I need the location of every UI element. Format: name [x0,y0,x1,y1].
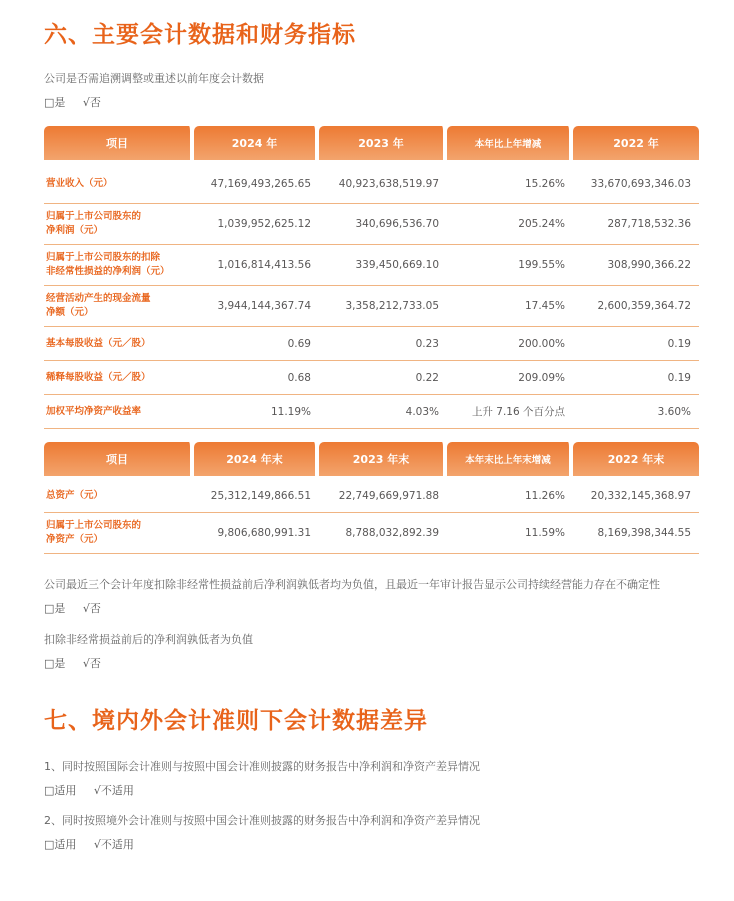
balance-sheet-table [44,442,699,554]
negative-profit-question: 扣除非经常损益前后的净利润孰低者为负值 [44,633,253,646]
table-row [44,480,699,513]
foreign-gaap-diff-options [44,836,148,852]
row-label: 归属于上市公司股东的 净利润（元） [44,204,194,245]
cell-2022: 0.19 [573,361,699,395]
row-label: 归属于上市公司股东的 净资产（元） [44,513,194,554]
cell-2023: 0.23 [319,327,447,361]
cell-2022: 3.60% [573,395,699,429]
header-2023-end: 2023 年末 [319,442,447,480]
row-label: 基本每股收益（元／股） [44,327,194,361]
cell-2024: 0.69 [194,327,319,361]
row-label: 经营活动产生的现金流量 净额（元） [44,286,194,327]
cell-2023: 340,696,536.70 [319,204,447,245]
cell-2022: 8,169,398,344.55 [573,513,699,554]
cell-2024: 1,016,814,413.56 [194,245,319,286]
section-7-title [44,702,428,735]
table-row [44,286,699,327]
cell-2023: 8,788,032,892.39 [319,513,447,554]
foreign-gaap-diff-question: 2、同时按照境外会计准则与按照中国会计准则披露的财务报告中净利润和净资产差异情况 [44,814,480,827]
retro-adjust-question: 公司是否需追溯调整或重述以前年度会计数据 [44,72,264,85]
header-change: 本年末比上年末增减 [447,442,573,480]
row-label: 营业收入（元） [44,164,194,204]
cell-change: 15.26% [447,164,573,204]
table-row [44,361,699,395]
cell-change: 199.55% [447,245,573,286]
row-label: 归属于上市公司股东的扣除 非经常性损益的净利润（元） [44,245,194,286]
cell-2024: 1,039,952,625.12 [194,204,319,245]
cell-change: 200.00% [447,327,573,361]
negative-profit-options [44,655,115,671]
ifrs-diff-question: 1、同时按照国际会计准则与按照中国会计准则披露的财务报告中净利润和净资产差异情况 [44,760,480,773]
table-row [44,395,699,429]
option-no[interactable]: √否 [82,96,101,109]
section-6-title-text: 六、主要会计数据和财务指标 [44,22,356,48]
table-row [44,204,699,245]
row-label: 总资产（元） [44,480,194,513]
cell-2023: 339,450,669.10 [319,245,447,286]
cell-2022: 308,990,366.22 [573,245,699,286]
cell-2022: 2,600,359,364.72 [573,286,699,327]
cell-2024: 3,944,144,367.74 [194,286,319,327]
going-concern-options [44,600,115,616]
table-row [44,245,699,286]
header-item: 项目 [44,126,194,164]
cell-2023: 3,358,212,733.05 [319,286,447,327]
header-item: 项目 [44,442,194,480]
financial-indicators-table [44,126,699,429]
cell-2022: 0.19 [573,327,699,361]
cell-2022: 33,670,693,346.03 [573,164,699,204]
table-header-row [44,442,699,480]
cell-2023: 0.22 [319,361,447,395]
option-not-applicable[interactable]: √不适用 [93,784,134,797]
cell-change: 11.59% [447,513,573,554]
option-applicable[interactable]: □适用 [44,838,77,851]
row-label: 稀释每股收益（元／股） [44,361,194,395]
table-row [44,513,699,554]
option-no[interactable]: √否 [82,657,101,670]
option-yes[interactable]: □是 [44,657,66,670]
cell-change: 上升 7.16 个百分点 [447,395,573,429]
table-row [44,164,699,204]
cell-change: 209.09% [447,361,573,395]
cell-change: 11.26% [447,480,573,513]
cell-change: 205.24% [447,204,573,245]
header-2024-end: 2024 年末 [194,442,319,480]
cell-2024: 11.19% [194,395,319,429]
cell-2024: 47,169,493,265.65 [194,164,319,204]
header-2023: 2023 年 [319,126,447,164]
cell-2024: 25,312,149,866.51 [194,480,319,513]
going-concern-question: 公司最近三个会计年度扣除非经常性损益前后净利润孰低者均为负值，且最近一年审计报告显示公司持续经营能力存在不确定性 [44,578,660,591]
option-no[interactable]: √否 [82,602,101,615]
table-header-row [44,126,699,164]
cell-2024: 0.68 [194,361,319,395]
option-yes[interactable]: □是 [44,602,66,615]
section-7-title-text: 七、境内外会计准则下会计数据差异 [44,708,428,734]
cell-2022: 287,718,532.36 [573,204,699,245]
option-yes[interactable]: □是 [44,96,66,109]
option-not-applicable[interactable]: √不适用 [93,838,134,851]
cell-2024: 9,806,680,991.31 [194,513,319,554]
table-row [44,327,699,361]
ifrs-diff-options [44,782,148,798]
header-2022-end: 2022 年末 [573,442,699,480]
section-6-title [44,16,356,49]
row-label: 加权平均净资产收益率 [44,395,194,429]
header-2022: 2022 年 [573,126,699,164]
cell-2023: 22,749,669,971.88 [319,480,447,513]
cell-2023: 4.03% [319,395,447,429]
option-applicable[interactable]: □适用 [44,784,77,797]
cell-2023: 40,923,638,519.97 [319,164,447,204]
cell-2022: 20,332,145,368.97 [573,480,699,513]
header-change: 本年比上年增减 [447,126,573,164]
retro-adjust-options [44,94,115,110]
header-2024: 2024 年 [194,126,319,164]
cell-change: 17.45% [447,286,573,327]
